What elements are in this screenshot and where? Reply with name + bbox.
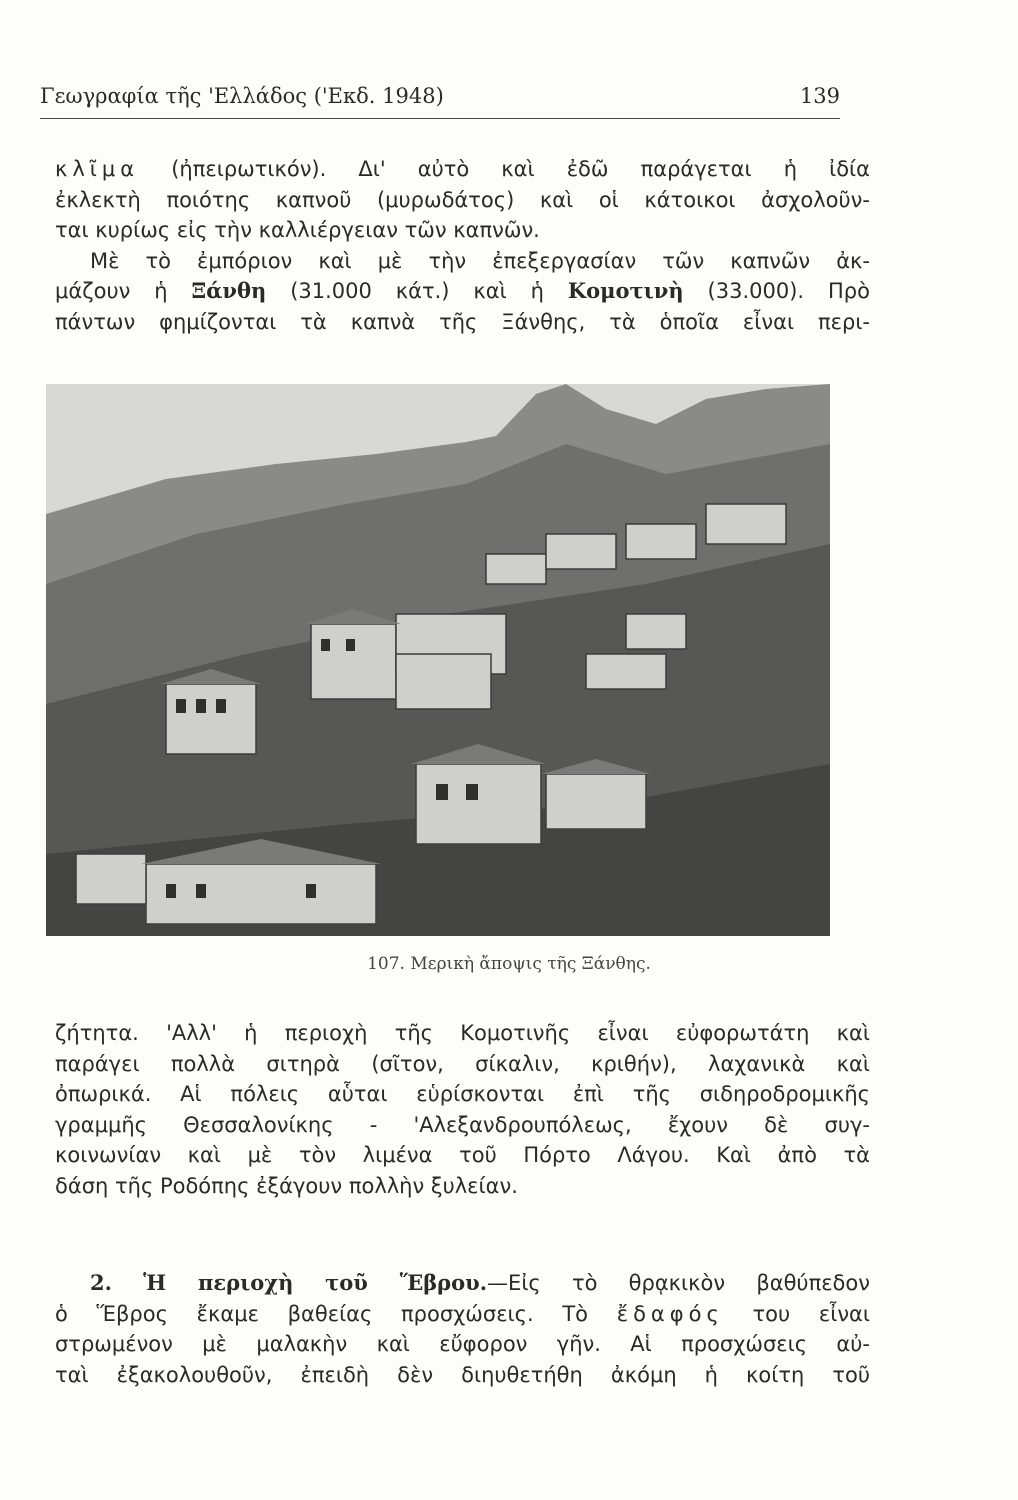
bold-place-xanthi: Ξάνθη [191, 278, 267, 303]
text-span: (ἠπειρωτικόν). Δι' αὐτὸ καὶ ἐδῶ παράγεται ἡ ἰδία [139, 157, 870, 181]
text-span: μάζουν ἡ [55, 279, 192, 303]
section-heading-line [55, 1268, 870, 1299]
text-span: ὁ Ἕβρος ἔκαμε βαθείας προσχώσεις. Τὸ [55, 1301, 617, 1326]
running-header [40, 84, 840, 114]
paragraph-line: κοινωνίαν καὶ μὲ τὸν λιμένα τοῦ Πόρτο Λάγου. Καὶ ἀπὸ τὰ [55, 1143, 870, 1167]
bold-place-komotini: Κομοτινὴ [567, 278, 684, 303]
figure-caption: 107. Μερικὴ ἄποψις τῆς Ξάνθης. [367, 954, 651, 974]
paragraph-line: ταὶ ἐξακολουθοῦν, ἐπειδὴ δὲν διηυθετήθη ἀκόμη ἡ κοίτη τοῦ [55, 1362, 870, 1387]
spaced-word-edafos: ἔδαφός [616, 1301, 724, 1326]
paragraph-line: ζήτητα. 'Αλλ' ἡ περιοχὴ τῆς Κομοτινῆς εἶναι εὐφορωτάτη καὶ [55, 1021, 870, 1045]
text-span: —Εἰς τὸ θρᾳκικὸν βαθύπεδον [487, 1271, 870, 1295]
text-span: του εἶναι [723, 1301, 870, 1326]
photo-illustration [46, 384, 830, 936]
section-number: 2. [90, 1270, 112, 1295]
paragraph-line: στρωμένον μὲ μαλακὴν καὶ εὔφορον γῆν. Αἱ προσχώσεις αὐ- [55, 1332, 870, 1356]
paragraph-line: ται κυρίως εἰς τὴν καλλιέργειαν τῶν καπνῶν. [55, 218, 540, 242]
text-span: (33.000). Πρὸ [683, 279, 870, 303]
header-rule [40, 118, 840, 119]
paragraph-line: παράγει πολλὰ σιτηρὰ (σῖτον, σίκαλιν, κριθήν), λαχανικὰ καὶ [55, 1051, 870, 1076]
running-title: Γεωγραφία τῆς 'Ελλάδος ('Εκδ. 1948) [40, 84, 444, 108]
paragraph-line [55, 276, 870, 307]
paragraph-line: δάση τῆς Ροδόπης ἐξάγουν πολλὴν ξυλείαν. [55, 1173, 518, 1198]
paragraph-line [55, 1299, 870, 1330]
spaced-word-klima: κλῖμα [55, 157, 140, 181]
paragraph-line: πάντων φημίζονται τὰ καπνὰ τῆς Ξάνθης, τὰ ὁποῖα εἶναι περι- [55, 309, 870, 334]
bottom-text-block [55, 1268, 870, 1390]
page-number: 139 [799, 84, 840, 108]
top-text-block [55, 154, 870, 337]
xanthi-photo [46, 384, 830, 936]
text-span: (31.000 κάτ.) καὶ ἡ [266, 279, 568, 303]
paragraph-line: γραμμῆς Θεσσαλονίκης - 'Αλεξανδρουπόλεως, ἔχουν δὲ συγ- [55, 1112, 870, 1137]
section-title: Ἡ περιοχὴ τοῦ Ἕβρου. [143, 1270, 488, 1295]
paragraph-line: ἐκλεκτὴ ποιότης καπνοῦ (μυρωδάτος) καὶ οἱ κάτοικοι ἀσχολοῦν- [55, 187, 870, 212]
middle-text-block [55, 1018, 870, 1201]
paragraph-line: Μὲ τὸ ἐμπόριον καὶ μὲ τὴν ἐπεξεργασίαν τῶν καπνῶν ἀκ- [90, 248, 870, 273]
paragraph-line: ὀπωρικά. Αἱ πόλεις αὗται εὑρίσκονται ἐπὶ τῆς σιδηροδρομικῆς [55, 1082, 870, 1106]
paragraph-line [55, 154, 870, 185]
